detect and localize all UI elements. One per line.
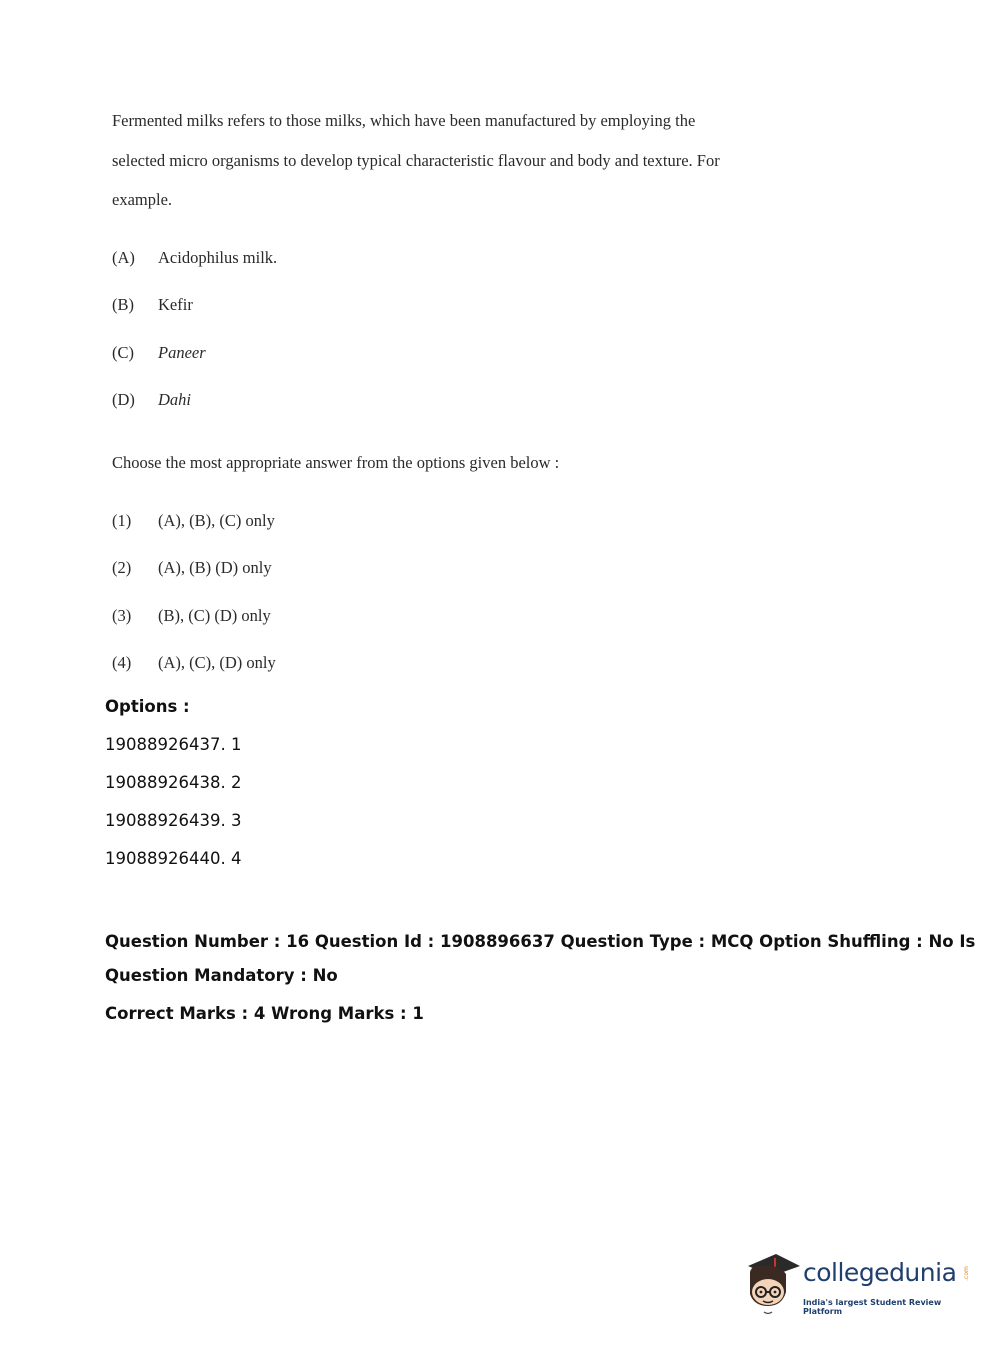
option-id: 19088926439. 3 [105, 811, 242, 830]
question-text-line-2: selected micro organisms to develop typical characteristic flavour and body and texture. For [112, 151, 720, 170]
choice-label: (2) [112, 558, 132, 577]
item-label: (C) [112, 343, 134, 362]
choice-row [112, 511, 275, 531]
option-id: 19088926438. 2 [105, 773, 242, 792]
list-item [112, 295, 193, 315]
question-meta-line-2: Question Mandatory : No [105, 966, 338, 985]
item-text: Dahi [158, 390, 191, 409]
item-label: (D) [112, 390, 135, 409]
options-heading: Options : [105, 697, 190, 716]
choice-row [112, 653, 276, 673]
choice-row [112, 606, 271, 626]
item-label: (B) [112, 295, 134, 314]
logo-brand: collegedunia [803, 1258, 957, 1287]
question-text-line-1: Fermented milks refers to those milks, which have been manufactured by employing the [112, 111, 696, 130]
logo-tagline: India's largest Student Review Platform [803, 1298, 942, 1316]
choice-row [112, 558, 272, 578]
question-meta-line-3: Correct Marks : 4 Wrong Marks : 1 [105, 1004, 424, 1023]
list-item [112, 390, 191, 410]
item-text: Kefir [158, 295, 193, 314]
logo-suffix: .com [962, 1266, 970, 1281]
list-item [112, 248, 277, 268]
choice-text: (A), (C), (D) only [158, 653, 276, 672]
option-id: 19088926440. 4 [105, 849, 242, 868]
item-text: Paneer [158, 343, 206, 362]
collegedunia-logo [742, 1248, 972, 1318]
question-text-line-3: example. [112, 190, 173, 209]
answer-prompt: Choose the most appropriate answer from the options given below : [112, 453, 560, 472]
choice-text: (A), (B) (D) only [158, 558, 272, 577]
choice-label: (3) [112, 606, 132, 625]
choice-label: (4) [112, 653, 132, 672]
list-item [112, 343, 206, 363]
question-meta-line-1: Question Number : 16 Question Id : 1908896637 Question Type : MCQ Option Shuffling : No Is [105, 932, 976, 951]
option-id: 19088926437. 1 [105, 735, 242, 754]
item-label: (A) [112, 248, 135, 267]
choice-label: (1) [112, 511, 132, 530]
item-text: Acidophilus milk. [158, 248, 278, 267]
choice-text: (A), (B), (C) only [158, 511, 275, 530]
mascot-icon [742, 1248, 802, 1318]
choice-text: (B), (C) (D) only [158, 606, 271, 625]
